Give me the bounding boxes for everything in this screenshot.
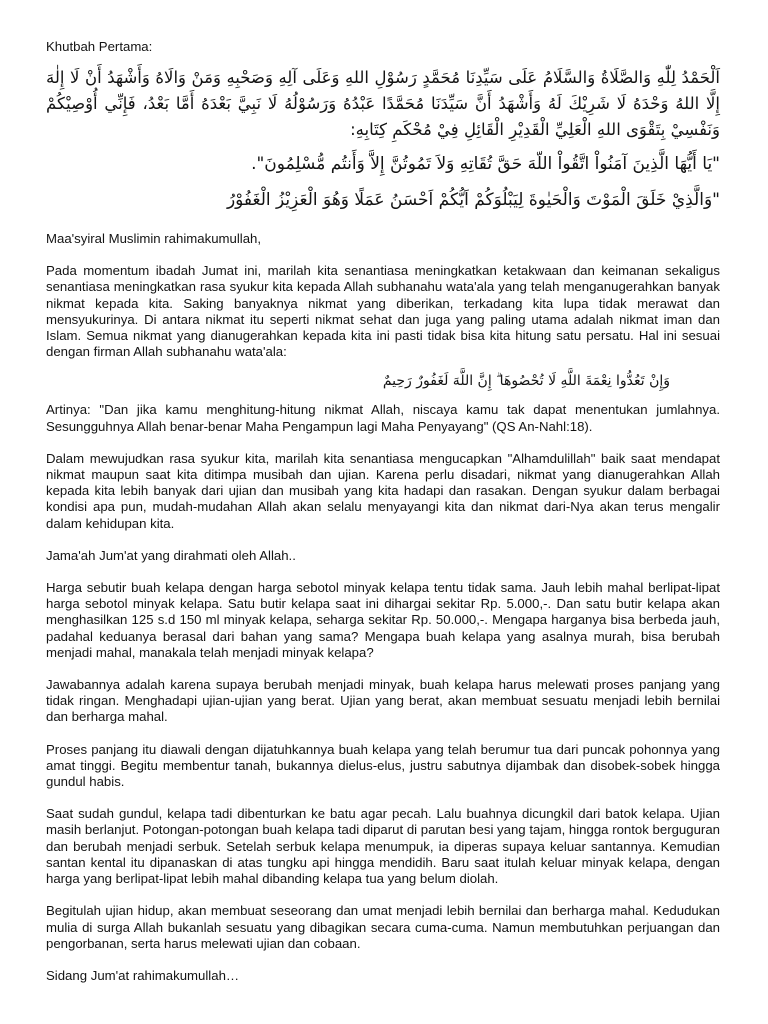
paragraph-gratitude: Pada momentum ibadah Jumat ini, marilah kita senantiasa meningkatkan ketakwaan dan keimanan sekaligus senantiasa meningkatkan rasa syukur kita kepada Allah subhanahu wata'ala yang telah menganugerahkan banyak nikmat kepada kita. Saking banyaknya nikmat yang diberikan, terkadang kita lupa tidak merawat dan mensyukurinya. Di antara nikmat itu seperti nikmat sehat dan juga yang paling utama adalah nikmat iman dan Islam. Semua nikmat yang dianugerahkan kepada kita ini pasti tidak bisa kita hitung satu persatu. Hal ini sesuai dengan firman Allah subhanahu wata'ala:	[46, 263, 720, 360]
arabic-opening-text: اَلْحَمْدُ لِلّٰهِ وَالصَّلَاةُ وَالسَّلَامُ عَلَى سَيِّدِنَا مُحَمَّدٍ رَسُوْلِ اللهِ وَعَلَى آلِهِ وَصَحْبِهِ وَمَنْ وَالَاهُ وَأَشْهَدُ أَنْ لَا إِلٰهَ إِلَّا اللهُ وَحْدَهُ لَا شَرِيْكَ لَهُ وَأَشْهَدُ أَنَّ سَيِّدَنَا مُحَمَّدًا عَبْدُهُ وَرَسُوْلُهُ لَا نَبِيَّ بَعْدَهُ أَمَّا بَعْدُ، فَإِنِّي أُوْصِيْكُمْ وَنَفْسِيْ بِتَقْوَى اللهِ الْعَلِيِّ الْقَدِيْرِ الْقَائِلِ فِيْ مُحْكَمِ كِتَابِهِ:	[46, 68, 720, 139]
jamaah-greeting: Jama'ah Jum'at yang dirahmati oleh Allah..	[46, 547, 296, 563]
paragraph-life-trials: Begitulah ujian hidup, akan membuat seseorang dan umat menjadi lebih bernilai dan berharga mahal. Kedudukan mulia di surga Allah bukanlah sesuatu yang dibagikan secara cuma-cuma. Namun membutuhkan perjuangan dan pengorbanan, serta harus melewati ujian dan cobaan.	[46, 903, 720, 951]
paragraph-alhamdulillah: Dalam mewujudkan rasa syukur kita, marilah kita senantiasa mengucapkan "Alhamdulillah" baik saat mendapat nikmat maupun saat kita ditimpa musibah dan ujian. Karena perlu disadari, nikmat yang dianugerahkan Allah kepada kita lebih banyak dari ujian dan musibah yang kita hadapi dan rasakan. Dengan syukur dalam berbagai kondisi apa pun, mudah-mudahan Allah akan selalu menyayangi kita dan nikmat dari-Nya akan terus mengalir dalam kehidupan kita.	[46, 450, 720, 531]
arabic-verse-al-mulk: "وَالَّذِيْ خَلَقَ الْمَوْتَ وَالْحَيٰوةَ لِيَبْلُوَكُمْ اَيُّكُمْ اَحْسَنُ عَمَلًا وَهُوَ الْعَزِيْزُ الْغَفُوْرُ	[226, 190, 720, 210]
closing-greeting: Sidang Jum'at rahimakumullah…	[46, 967, 240, 983]
section-heading: Khutbah Pertama:	[46, 39, 153, 54]
arabic-verse-an-nahl: وَإِنْ تَعُدُّوا نِعْمَةَ اللَّهِ لَا تُحْصُوهَا ۗ إِنَّ اللَّهَ لَغَفُورٌ رَحِيمٌ	[382, 373, 670, 390]
arabic-verse-ali-imran: "يَا أَيُّهَا الَّذِينَ آمَنُواْ اتَّقُواْ اللّهَ حَقَّ تُقَاتِهِ وَلاَ تَمُوتُنَّ إِلاَّ وَأَنتُم مُّسْلِمُونَ".	[251, 154, 720, 174]
paragraph-falling-coconut: Proses panjang itu diawali dengan dijatuhkannya buah kelapa yang telah berumur tua dari puncak pohonnya yang amat tinggi. Begitu membentur tanah, bukannya dielus-elus, justru sabutnya dijambak dan disobek-sobek hingga gundul habis.	[46, 741, 720, 790]
paragraph-coconut-oil: Saat sudah gundul, kelapa tadi dibenturkan ke batu agar pecah. Lalu buahnya dicungkil dari batok kelapa. Ujian masih berlanjut. Potongan-potongan buah kelapa tadi diparut di parutan besi yang tajam, hingga rontok berguguran dan berubah menjadi serbuk. Setelah serbuk kelapa menumpuk, ia diperas supaya keluar santannya. Kemudian santan kental itu dipanaskan di atas tungku api hingga mendidih. Baru saat itulah keluar minyak kelapa, dengan harga yang berlipat-lipat lebih mahal dibanding kelapa tua yang belum diolah.	[46, 806, 720, 887]
greeting-paragraph: Maa'syiral Muslimin rahimakumullah,	[46, 231, 262, 246]
paragraph-coconut-price: Harga sebutir buah kelapa dengan harga sebotol minyak kelapa tentu tidak sama. Jauh lebih mahal berlipat-lipat harga sebotol minyak kelapa. Satu butir kelapa saat ini dihargai sekitar Rp. 5.000,-. Dan satu butir kelapa akan menghasilkan 125 s.d 150 ml minyak kelapa, seharga sekitar Rp. 50.000,-. Mengapa harganya bisa berbeda jauh, padahal keduanya berasal dari bahan yang sama? Mengapa buah kelapa yang asalnya murah, bisa berubah menjadi mahal, manakala telah menjadi minyak kelapa?	[46, 580, 720, 660]
paragraph-long-process: Jawabannya adalah karena supaya berubah menjadi minyak, buah kelapa harus melewati proses panjang yang tidak ringan. Menghadapi ujian-ujian yang berat. Ujian yang berat, akan membuat sesuatu menjadi lebih bernilai dan berharga mahal.	[46, 677, 720, 725]
verse-translation-paragraph: Artinya: "Dan jika kamu menghitung-hitung nikmat Allah, niscaya kamu tak dapat menentukan jumlahnya. Sesungguhnya Allah benar-benar Maha Pengampun lagi Maha Penyayang" (QS An-Nahl:18).	[46, 402, 720, 434]
